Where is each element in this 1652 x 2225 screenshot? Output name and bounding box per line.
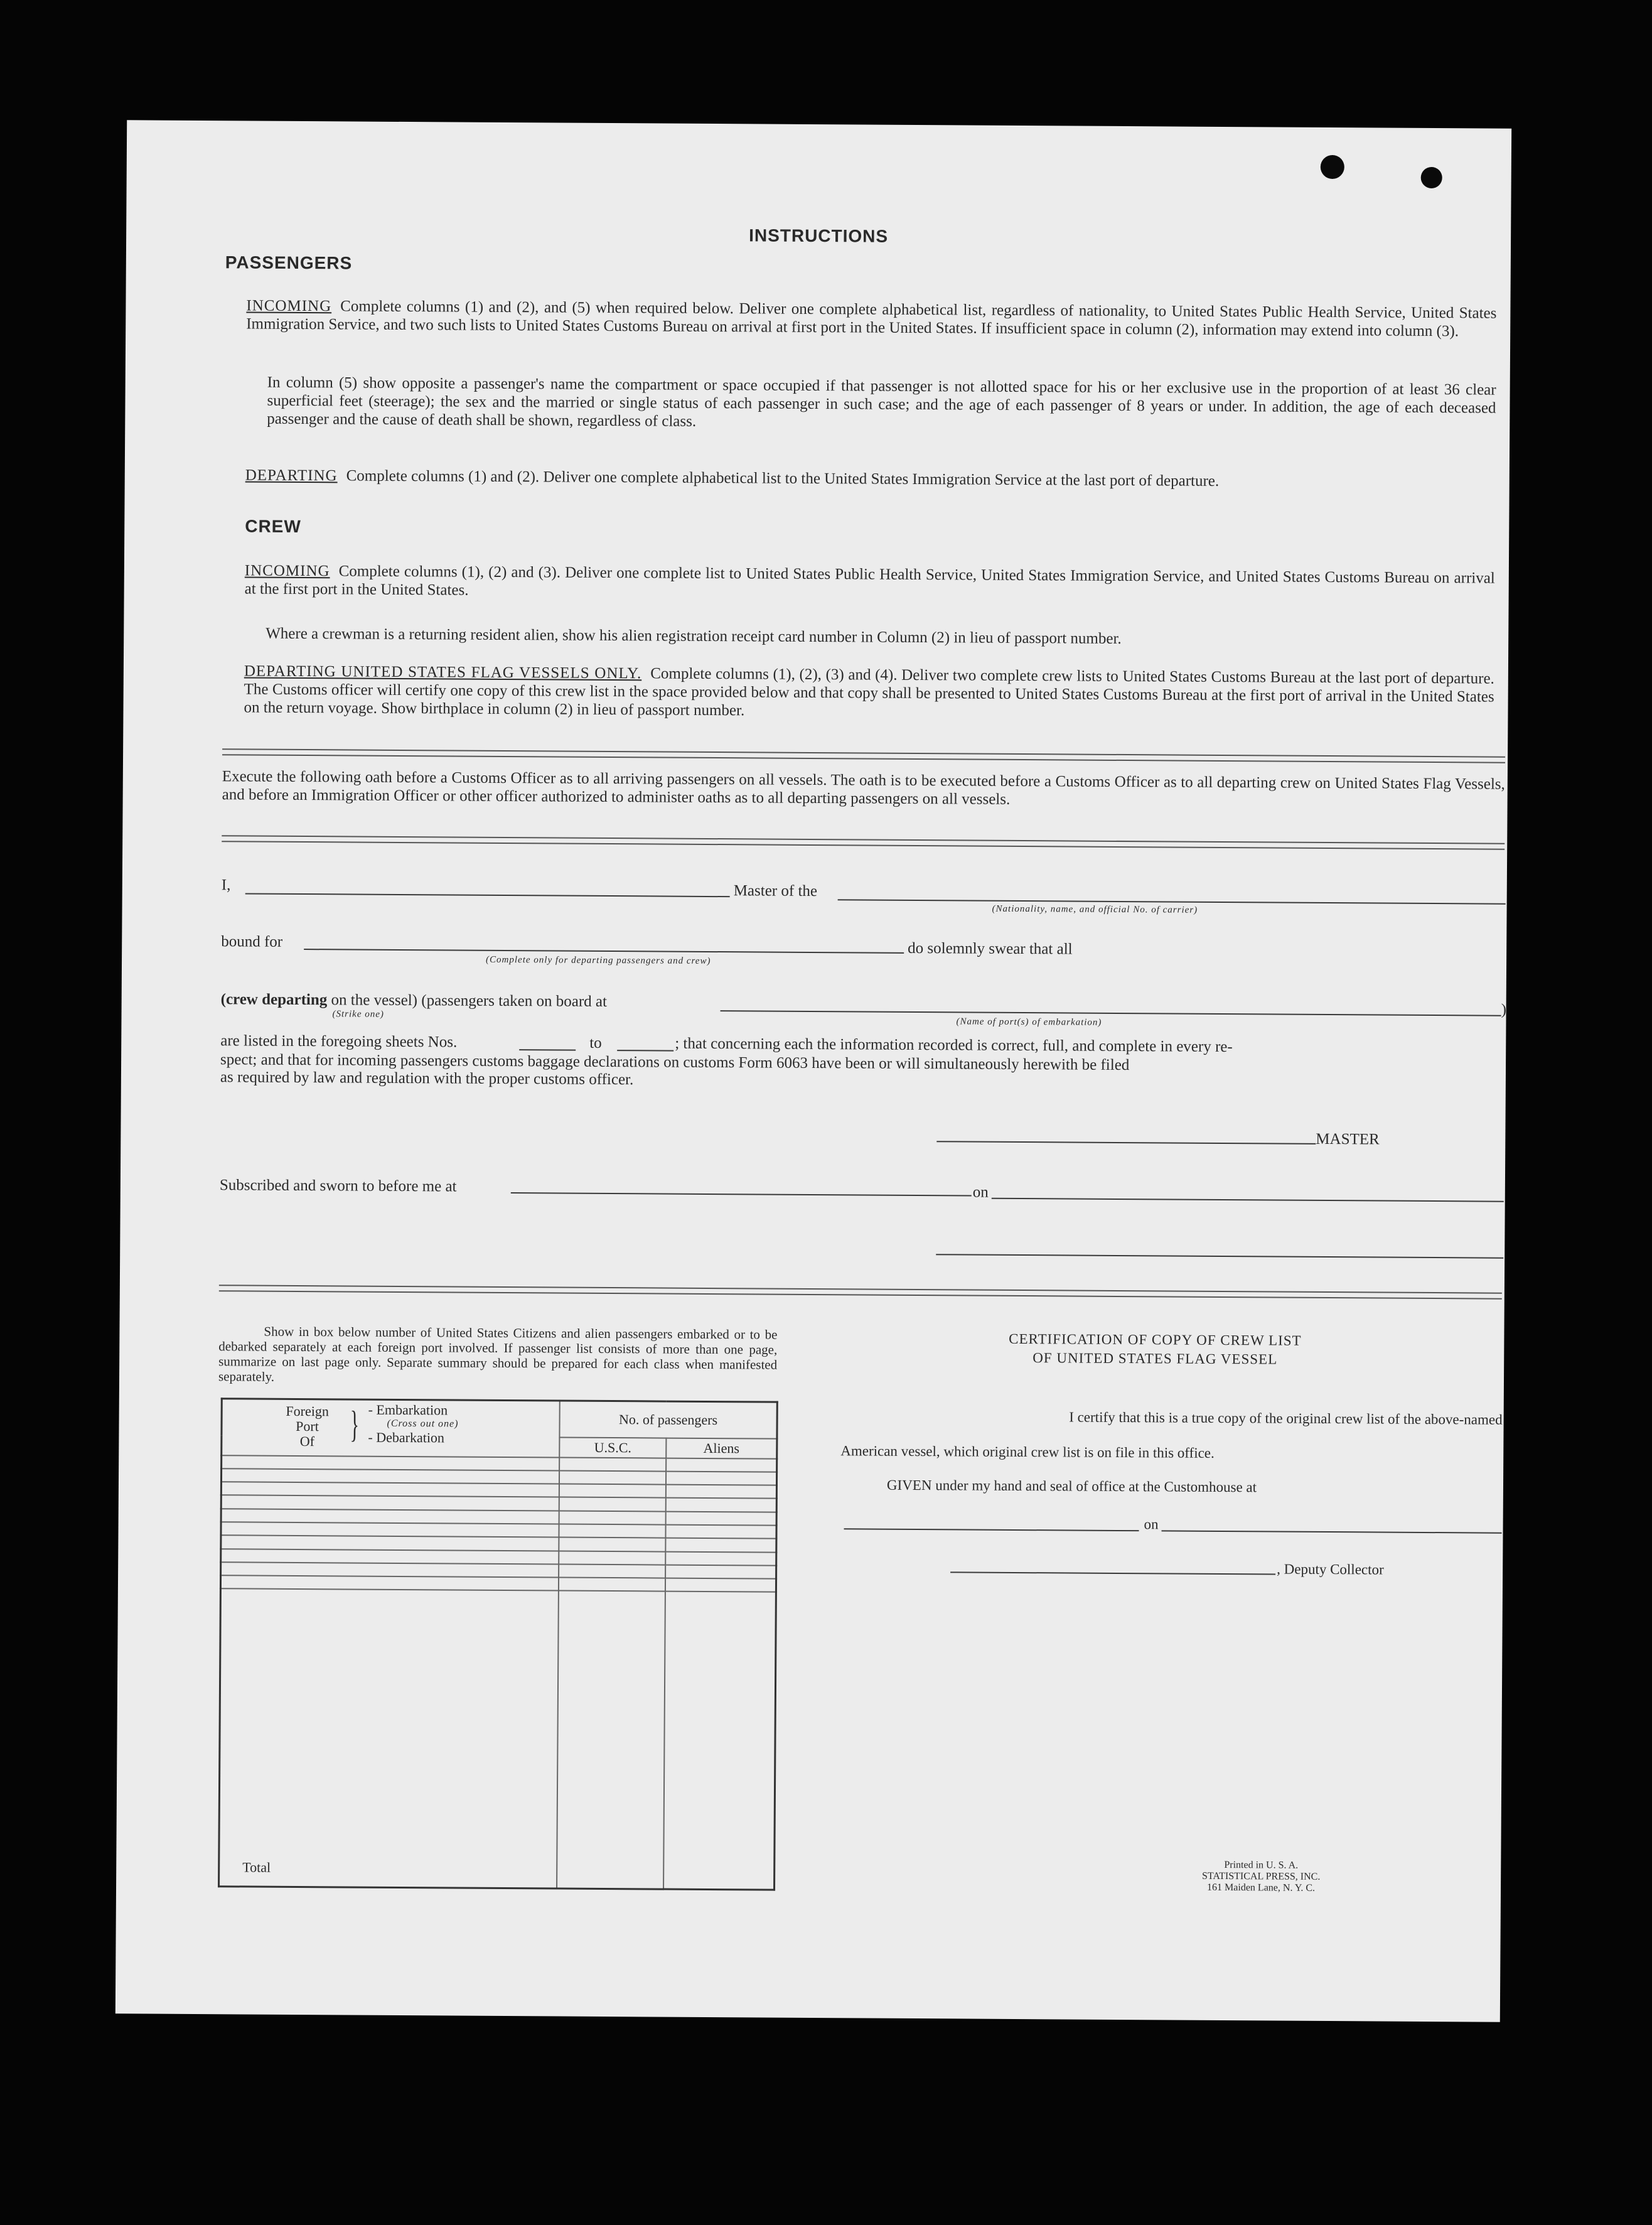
certification-line2: American vessel, which original crew list is on file in this office. <box>840 1443 1215 1461</box>
master-signature-field[interactable] <box>936 1141 1316 1145</box>
listed-suffix: ; that concerning each the information recorded is correct, full, and complete in every re- <box>675 1035 1233 1056</box>
form-sheet <box>115 120 1511 2022</box>
aliens-cell[interactable] <box>666 1458 777 1472</box>
crew-passengers-choice[interactable] <box>221 991 608 1011</box>
crew-departing-text: Complete columns (1), (2), (3) and (4). Deliver two complete crew lists to United States Customs Bureau at the last port of departure. The Customs officer will certify one copy of this crew list in the space provided below and that copy shall be presented to United States Customs Bureau at the first port of arrival in the United States on the return voyage. Show birthplace in column (2) in lieu of passport number. <box>244 665 1494 719</box>
cert-on-label: on <box>1144 1516 1159 1533</box>
passenger-tally-table <box>218 1398 778 1890</box>
master-sig-label: MASTER <box>1316 1130 1380 1148</box>
total-label: Total <box>219 1589 559 1888</box>
imprint-line3: 161 Maiden Lane, N. Y. C. <box>1207 1882 1316 1894</box>
to-label: to <box>589 1034 602 1052</box>
crew-incoming-text: Complete columns (1), (2) and (3). Deliver one complete list to United States Public Health Service, United States Immigration Service, and United States Customs Bureau on arrival at the first port in the United States. <box>244 563 1495 599</box>
crew-heading: CREW <box>245 516 301 536</box>
departing-text: Complete columns (1) and (2). Deliver one complete alphabetical list to the United States Immigration Service at the last port of departure. <box>346 467 1220 490</box>
embarkation-port-field[interactable] <box>721 1010 1501 1016</box>
sworn-place-field[interactable] <box>511 1192 972 1196</box>
customhouse-field[interactable] <box>844 1528 1139 1531</box>
aliens-cell[interactable] <box>666 1511 777 1525</box>
usc-cell[interactable] <box>559 1470 666 1484</box>
i-label: I, <box>221 876 231 894</box>
swear-label: do solemnly swear that all <box>908 939 1073 958</box>
divider <box>222 748 1505 763</box>
bound-label: bound for <box>221 933 283 951</box>
embarkation-option[interactable]: - Embarkation <box>368 1401 448 1418</box>
aliens-cell[interactable] <box>665 1565 776 1578</box>
of-word: Of <box>299 1433 315 1450</box>
certification-line1: I certify that this is a true copy of the original crew list of the above-named <box>1069 1409 1503 1428</box>
passengers-heading: PASSENGERS <box>225 252 353 273</box>
usc-cell[interactable] <box>559 1524 665 1538</box>
incoming-text: Complete columns (1) and (2), and (5) when required below. Deliver one complete alphabetical list, regardless of nationality, to United States Public Health Service, United States Immigration Service, and two such lists to United States Customs Bureau on arrival at first port in the United States. If insufficient space in column (2), information may extend into column (3). <box>246 298 1497 340</box>
port-header-cell <box>222 1399 560 1457</box>
usc-header: U.S.C. <box>559 1437 666 1458</box>
cert-date-field[interactable] <box>1162 1530 1502 1533</box>
aliens-cell[interactable] <box>665 1551 776 1565</box>
crewman-paragraph: Where a crewman is a returning resident alien, show his alien registration receipt card number in Column (2) in lieu of passport number. <box>266 625 1122 647</box>
usc-total-cell[interactable] <box>557 1591 665 1889</box>
usc-cell[interactable] <box>559 1511 666 1524</box>
instructions-title: INSTRUCTIONS <box>749 225 889 246</box>
usc-cell[interactable] <box>559 1578 665 1592</box>
departing-label: DEPARTING <box>245 466 338 485</box>
imprint-line2: STATISTICAL PRESS, INC. <box>1201 1870 1321 1882</box>
embark-debark-choice[interactable] <box>368 1403 458 1445</box>
total-row <box>219 1589 776 1890</box>
master-name-field[interactable] <box>245 893 730 897</box>
strike-hint: (Strike one) <box>332 1009 384 1020</box>
carrier-hint: (Nationality, name, and official No. of carrier) <box>992 903 1198 915</box>
usc-cell[interactable] <box>559 1538 665 1551</box>
on-label: on <box>972 1183 989 1201</box>
passengers-taken-option[interactable]: (passengers taken on board at <box>421 992 608 1010</box>
crew-incoming-paragraph <box>245 561 1495 605</box>
brace-icon: } <box>350 1403 360 1445</box>
oath-intro: Execute the following oath before a Customs Officer as to all arriving passengers on all vessels. The oath is to be executed before a Customs Officer as to all departing crew on United States Flag Vessels, and before an Immigration Officer or other officer authorized to administer oaths as to all departing passengers on all vessels. <box>222 768 1505 808</box>
certification-line3: GIVEN under my hand and seal of office at the Customhouse at <box>886 1477 1257 1495</box>
certification-title-line1: CERTIFICATION OF COPY OF CREW LIST <box>1009 1330 1302 1349</box>
passengers-departing-paragraph <box>245 466 1496 492</box>
usc-cell[interactable] <box>559 1484 666 1498</box>
carrier-field[interactable] <box>838 899 1506 904</box>
sheets-from-field[interactable] <box>519 1049 576 1051</box>
incoming-label: INCOMING <box>246 297 332 315</box>
certification-title <box>935 1329 1375 1369</box>
aliens-cell[interactable] <box>665 1525 776 1539</box>
usc-cell[interactable] <box>559 1551 665 1565</box>
punch-hole <box>1321 155 1344 179</box>
crew-departing-option[interactable]: (crew departing <box>220 991 328 1009</box>
listed-line2: spect; and that for incoming passengers customs baggage declarations on customs Form 6063 have been or will simultaneously herewith be filed <box>220 1051 1130 1074</box>
summary-note: Show in box below number of United States Citizens and alien passengers embarked or to be debarked separately at each foreign port involved. If passenger list consists of more than one page, summarize on last page only. Separate summary should be prepared for each class when manifested separately. <box>218 1323 778 1384</box>
subscribed-label: Subscribed and sworn to before me at <box>219 1177 457 1195</box>
column5-paragraph: In column (5) show opposite a passenger's name the compartment or space occupied if that passenger is not allotted space for his or her exclusive use in the proportion of at least 36 clear superficial feet (steerage); the sex and the married or single status of each passenger in such case; and the age of each passenger of 8 years or under. In addition, the age of each deceased passenger and the cause of death shall be shown, regardless of class. <box>267 374 1496 430</box>
aliens-cell[interactable] <box>665 1578 776 1592</box>
officer-signature-field[interactable] <box>936 1254 1503 1259</box>
ports-hint: (Name of port(s) of embarkation) <box>956 1016 1102 1028</box>
deputy-collector-signature[interactable] <box>950 1571 1275 1575</box>
usc-cell[interactable] <box>559 1564 665 1578</box>
master-of-label: Master of the <box>733 882 818 900</box>
sworn-date-field[interactable] <box>992 1198 1504 1202</box>
close-paren: ) <box>1501 1001 1507 1018</box>
bound-for-field[interactable] <box>304 949 904 954</box>
certification-title-line2: OF UNITED STATES FLAG VESSEL <box>1032 1350 1278 1367</box>
listed-line3: as required by law and regulation with the proper customs officer. <box>220 1069 634 1089</box>
on-vessel-text: on the vessel) <box>331 991 418 1010</box>
listed-prefix: are listed in the foregoing sheets Nos. <box>220 1032 458 1051</box>
no-passengers-header: No. of passengers <box>559 1401 777 1438</box>
printer-imprint <box>1179 1860 1343 1895</box>
bound-hint: (Complete only for departing passengers and crew) <box>486 954 711 966</box>
usc-cell[interactable] <box>559 1457 666 1471</box>
crew-departing-label: DEPARTING UNITED STATES FLAG VESSELS ONLY. <box>244 662 642 682</box>
imprint-line1: Printed in U. S. A. <box>1224 1860 1299 1871</box>
aliens-header: Aliens <box>666 1438 777 1458</box>
crew-incoming-label: INCOMING <box>244 562 330 580</box>
deputy-collector-label: , Deputy Collector <box>1277 1561 1384 1578</box>
punch-hole <box>1421 167 1442 188</box>
divider <box>222 835 1504 849</box>
aliens-cell[interactable] <box>666 1471 777 1485</box>
sheets-to-field[interactable] <box>617 1050 673 1052</box>
foreign-word: Foreign <box>286 1403 329 1420</box>
aliens-total-cell[interactable] <box>663 1592 776 1890</box>
aliens-cell[interactable] <box>666 1498 777 1512</box>
passengers-incoming-paragraph <box>246 296 1496 340</box>
divider <box>219 1285 1502 1299</box>
port-word: Port <box>296 1418 319 1435</box>
aliens-cell[interactable] <box>666 1485 777 1499</box>
foreign-port-of <box>279 1404 335 1450</box>
aliens-cell[interactable] <box>665 1538 776 1552</box>
debarkation-option[interactable]: - Debarkation <box>368 1429 445 1446</box>
crew-departing-paragraph <box>244 662 1494 724</box>
cross-out-hint: (Cross out one) <box>387 1418 459 1430</box>
usc-cell[interactable] <box>559 1497 666 1511</box>
